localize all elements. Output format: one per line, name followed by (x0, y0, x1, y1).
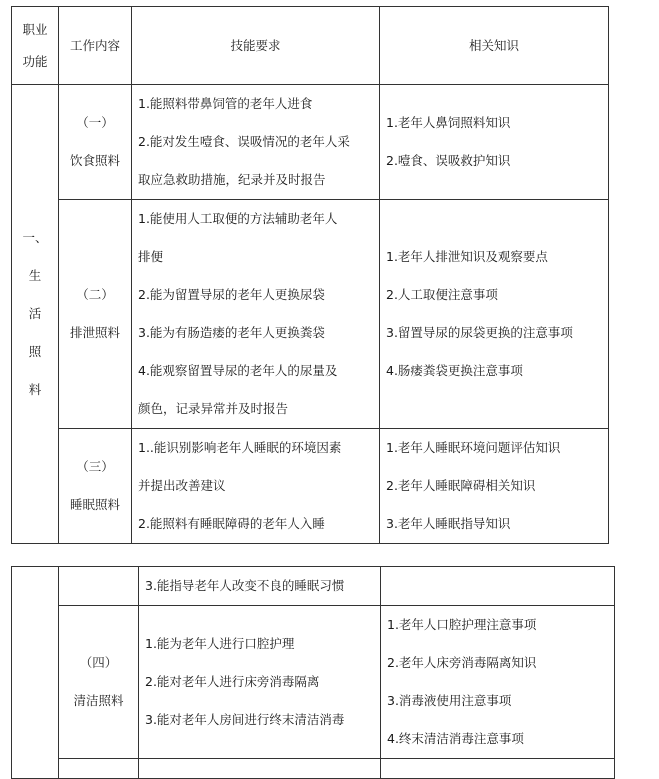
section-life-care: 一、 生 活 照 料 (12, 85, 59, 544)
header-work-content: 工作内容 (59, 7, 132, 85)
content-sleep-care: （三） 睡眠照料 (59, 429, 132, 544)
skills-cleaning-care: 1.能为老年人进行口腔护理 2.能对老年人进行床旁消毒隔离 3.能对老年人房间进行终末清洁消毒 (139, 606, 381, 759)
content-continued (59, 567, 139, 606)
content-diet-care: （一） 饮食照料 (59, 85, 132, 200)
knowledge-continued (381, 567, 615, 606)
competency-table-page1 (11, 6, 609, 544)
section-continued (12, 567, 59, 779)
skills-diet-care: 1.能照料带鼻饲管的老年人进食 2.能对发生噎食、误吸情况的老年人采 取应急救助措施，纪录并及时报告 (132, 85, 380, 200)
content-next-row (59, 759, 139, 779)
skills-excretion-care: 1.能使用人工取便的方法辅助老年人 排便 2.能为留置导尿的老年人更换尿袋 3.能为有肠造瘘的老年人更换粪袋 4.能观察留置导尿的老年人的尿量及 颜色，记录异常并及时报告 (132, 200, 380, 429)
skills-next-row (139, 759, 381, 779)
knowledge-cleaning-care: 1.老年人口腔护理注意事项 2.老年人床旁消毒隔离知识 3.消毒液使用注意事项 4.终末清洁消毒注意事项 (381, 606, 615, 759)
header-occupation-function: 职业 功能 (12, 7, 59, 85)
knowledge-sleep-care: 1.老年人睡眠环境问题评估知识 2.老年人睡眠障碍相关知识 3.老年人睡眠指导知识 (380, 429, 609, 544)
header-skill-requirements: 技能要求 (132, 7, 380, 85)
header-related-knowledge: 相关知识 (380, 7, 609, 85)
content-cleaning-care: （四） 清洁照料 (59, 606, 139, 759)
knowledge-excretion-care: 1.老年人排泄知识及观察要点 2.人工取便注意事项 3.留置导尿的尿袋更换的注意事项 4.肠瘘粪袋更换注意事项 (380, 200, 609, 429)
skills-sleep-care: 1..能识别影响老年人睡眠的环境因素 并提出改善建议 2.能照料有睡眠障碍的老年人入睡 (132, 429, 380, 544)
competency-table-page2 (11, 566, 615, 779)
content-excretion-care: （二） 排泄照料 (59, 200, 132, 429)
skills-sleep-continued: 3.能指导老年人改变不良的睡眠习惯 (139, 567, 381, 606)
knowledge-diet-care: 1.老年人鼻饲照料知识 2.噎食、误吸救护知识 (380, 85, 609, 200)
knowledge-next-row (381, 759, 615, 779)
